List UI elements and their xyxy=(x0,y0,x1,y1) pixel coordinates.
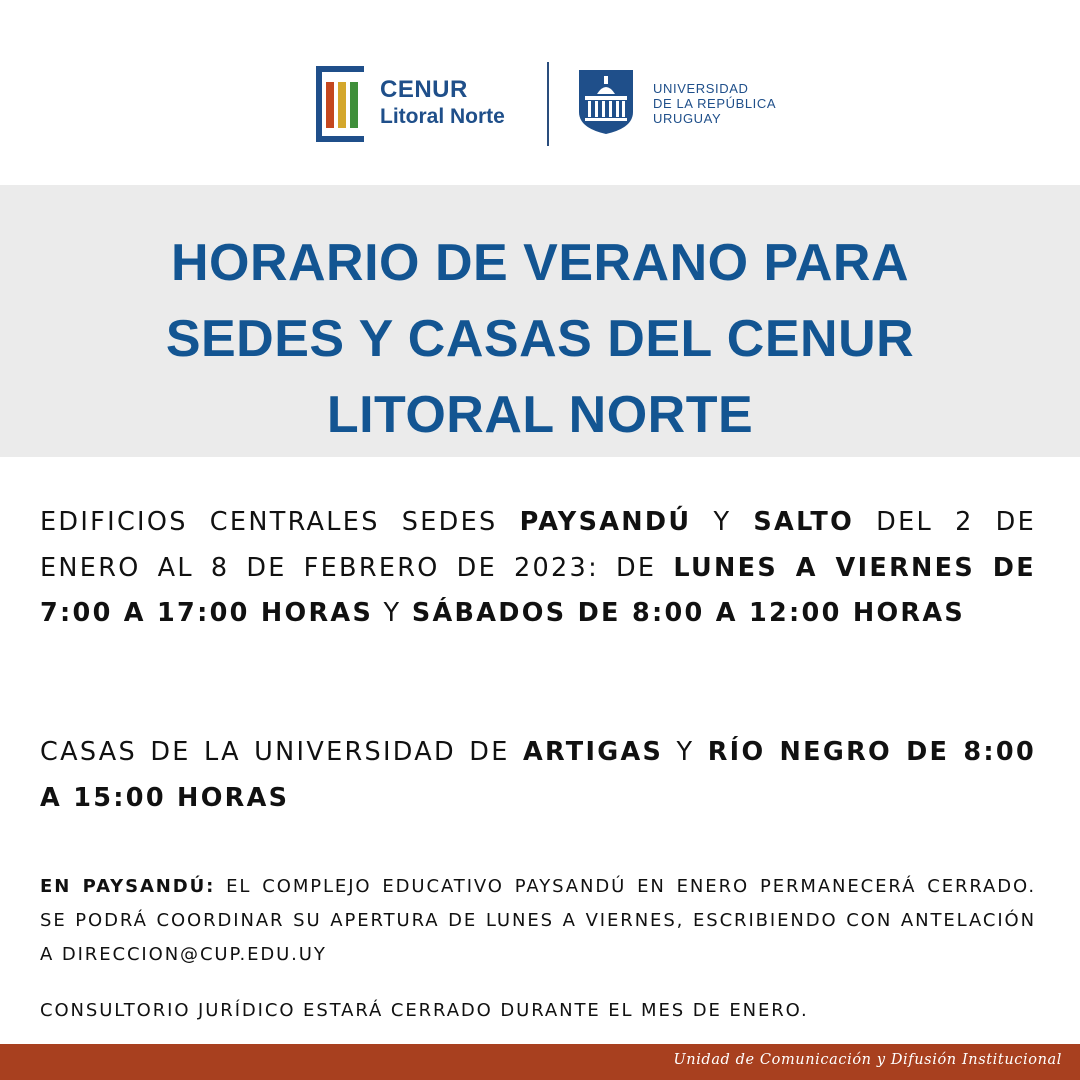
legal-office-note xyxy=(40,996,1036,1026)
footer-credit: Unidad de Comunicación y Difusión Institucional xyxy=(673,1052,1062,1068)
cenur-line2: Litoral Norte xyxy=(380,105,505,128)
p1-bold-weekdays: LUNES A VIERNES DE 7:00 A 17:00 HORAS xyxy=(40,552,1036,629)
cenur-logo-icon xyxy=(316,66,364,142)
paysandu-complex-note xyxy=(40,870,1036,972)
p1-text-2: Y xyxy=(691,507,754,537)
p1-text-3: DEL 2 DE ENERO AL 8 DE FEBRERO DE 2023: DE xyxy=(40,507,1036,583)
p4-text: CONSULTORIO JURÍDICO ESTARÁ CERRADO DURANTE EL MES DE ENERO. xyxy=(40,1000,809,1021)
title-line1: HORARIO DE VERANO PARA xyxy=(170,234,910,292)
p2-text-2: Y xyxy=(663,737,708,767)
p2-bold-artigas: ARTIGAS xyxy=(522,737,664,767)
title-line2: SEDES Y CASAS DEL CENUR xyxy=(165,310,915,368)
footer-band xyxy=(0,1044,1080,1080)
p1-bold-saturdays: SÁBADOS DE 8:00 A 12:00 HORAS xyxy=(411,598,966,629)
cenur-line1: CENUR xyxy=(380,76,468,103)
udelar-line2: DE LA REPÚBLICA xyxy=(653,96,777,111)
p1-bold-paysandu: PAYSANDÚ xyxy=(519,507,692,537)
p2-bold-rio-negro: RÍO NEGRO DE 8:00 A 15:00 HORAS xyxy=(40,737,1036,813)
udelar-line3: URUGUAY xyxy=(653,111,722,126)
p3-text: EL COMPLEJO EDUCATIVO PAYSANDÚ EN ENERO PERMANECERÁ CERRADO. SE PODRÁ COORDINAR SU APERTURA DE LUNES A VIERNES, ESCRIBIENDO CON ANTELACIÓN A DIRECCION@CUP.EDU.UY xyxy=(40,876,1036,965)
logo-divider xyxy=(547,62,549,146)
p1-text-4: Y xyxy=(373,598,412,629)
cenur-wordmark xyxy=(380,76,505,130)
udelar-line1: UNIVERSIDAD xyxy=(653,81,749,96)
schedule-casas xyxy=(40,730,1036,821)
udelar-wordmark xyxy=(653,81,776,126)
udelar-seal-icon xyxy=(579,70,633,134)
p1-text-1: EDIFICIOS CENTRALES SEDES xyxy=(40,507,520,537)
header-logos xyxy=(0,60,1080,150)
p3-bold-label: EN PAYSANDÚ: xyxy=(40,876,216,897)
p2-text-1: CASAS DE LA UNIVERSIDAD DE xyxy=(40,737,523,767)
title-line3: LITORAL NORTE xyxy=(326,386,754,444)
p1-bold-salto: SALTO xyxy=(753,507,855,537)
schedule-central-sedes xyxy=(40,500,1036,637)
title-band xyxy=(0,185,1080,457)
page-title xyxy=(0,225,1080,453)
